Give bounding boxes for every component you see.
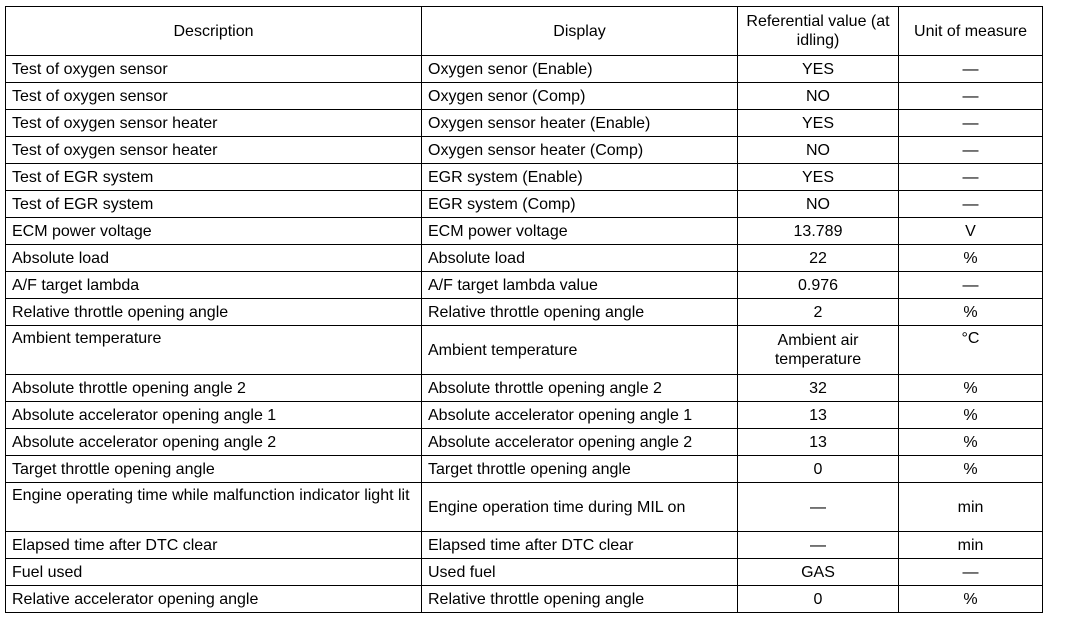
cell-value: 13 [738,429,899,456]
cell-unit: % [899,429,1043,456]
table-row [6,245,1043,272]
header-description: Description [6,7,422,56]
cell-display: Absolute throttle opening angle 2 [422,375,738,402]
cell-value: NO [738,83,899,110]
cell-description: Test of oxygen sensor [6,83,422,110]
table-row [6,218,1043,245]
cell-unit: % [899,245,1043,272]
table-row [6,326,1043,375]
cell-value: — [738,483,899,532]
cell-display: Oxygen sensor heater (Enable) [422,110,738,137]
cell-value: 2 [738,299,899,326]
table-row [6,456,1043,483]
cell-description: Ambient temperature [6,326,422,375]
cell-value: 13 [738,402,899,429]
table-row [6,83,1043,110]
cell-value: Ambient air temperature [738,326,899,375]
cell-unit: — [899,559,1043,586]
cell-description: Elapsed time after DTC clear [6,532,422,559]
cell-display: Oxygen sensor heater (Comp) [422,137,738,164]
cell-display: Absolute accelerator opening angle 1 [422,402,738,429]
cell-description: Test of oxygen sensor [6,56,422,83]
cell-unit: — [899,56,1043,83]
cell-unit: — [899,110,1043,137]
cell-display: Relative throttle opening angle [422,586,738,613]
cell-unit: % [899,402,1043,429]
cell-value: GAS [738,559,899,586]
cell-display: Oxygen senor (Enable) [422,56,738,83]
cell-value: NO [738,191,899,218]
table-row [6,586,1043,613]
table-row [6,402,1043,429]
cell-display: Absolute accelerator opening angle 2 [422,429,738,456]
cell-description: Test of EGR system [6,191,422,218]
cell-description: Test of oxygen sensor heater [6,110,422,137]
table-header-row [6,7,1043,56]
cell-unit: % [899,375,1043,402]
cell-value: 0.976 [738,272,899,299]
table-row [6,532,1043,559]
cell-value: 32 [738,375,899,402]
cell-unit: % [899,299,1043,326]
cell-unit: min [899,532,1043,559]
cell-unit: min [899,483,1043,532]
header-referential-value: Referential value (at idling) [738,7,899,56]
cell-value: 0 [738,586,899,613]
cell-unit: % [899,456,1043,483]
cell-value: YES [738,164,899,191]
table-row [6,137,1043,164]
cell-description: A/F target lambda [6,272,422,299]
cell-display: Absolute load [422,245,738,272]
table-row [6,559,1043,586]
cell-unit: — [899,83,1043,110]
cell-display: Ambient temperature [422,326,738,375]
cell-display: Used fuel [422,559,738,586]
cell-unit: % [899,586,1043,613]
cell-value: YES [738,56,899,83]
parameter-table [5,6,1043,613]
cell-display: Oxygen senor (Comp) [422,83,738,110]
table-row [6,429,1043,456]
cell-display: Elapsed time after DTC clear [422,532,738,559]
header-display: Display [422,7,738,56]
cell-display: Engine operation time during MIL on [422,483,738,532]
cell-value: 22 [738,245,899,272]
cell-value: 13.789 [738,218,899,245]
cell-display: ECM power voltage [422,218,738,245]
cell-description: Absolute accelerator opening angle 1 [6,402,422,429]
cell-unit: °C [899,326,1043,375]
cell-value: YES [738,110,899,137]
cell-description: Target throttle opening angle [6,456,422,483]
table-row [6,299,1043,326]
cell-value: 0 [738,456,899,483]
cell-description: ECM power voltage [6,218,422,245]
table-row [6,56,1043,83]
cell-description: Test of oxygen sensor heater [6,137,422,164]
cell-unit: — [899,191,1043,218]
cell-display: EGR system (Comp) [422,191,738,218]
cell-value: — [738,532,899,559]
table-row [6,375,1043,402]
table-row [6,272,1043,299]
table-row [6,483,1043,532]
cell-display: Target throttle opening angle [422,456,738,483]
cell-description: Relative accelerator opening angle [6,586,422,613]
cell-unit: V [899,218,1043,245]
cell-description: Relative throttle opening angle [6,299,422,326]
table-row [6,110,1043,137]
header-unit: Unit of measure [899,7,1043,56]
table-row [6,164,1043,191]
cell-description: Test of EGR system [6,164,422,191]
table-row [6,191,1043,218]
cell-unit: — [899,272,1043,299]
cell-unit: — [899,164,1043,191]
cell-unit: — [899,137,1043,164]
cell-description: Fuel used [6,559,422,586]
cell-display: Relative throttle opening angle [422,299,738,326]
cell-description: Absolute load [6,245,422,272]
cell-value: NO [738,137,899,164]
cell-description: Engine operating time while malfunction indicator light lit [6,483,422,532]
cell-description: Absolute accelerator opening angle 2 [6,429,422,456]
cell-description: Absolute throttle opening angle 2 [6,375,422,402]
cell-display: EGR system (Enable) [422,164,738,191]
cell-display: A/F target lambda value [422,272,738,299]
